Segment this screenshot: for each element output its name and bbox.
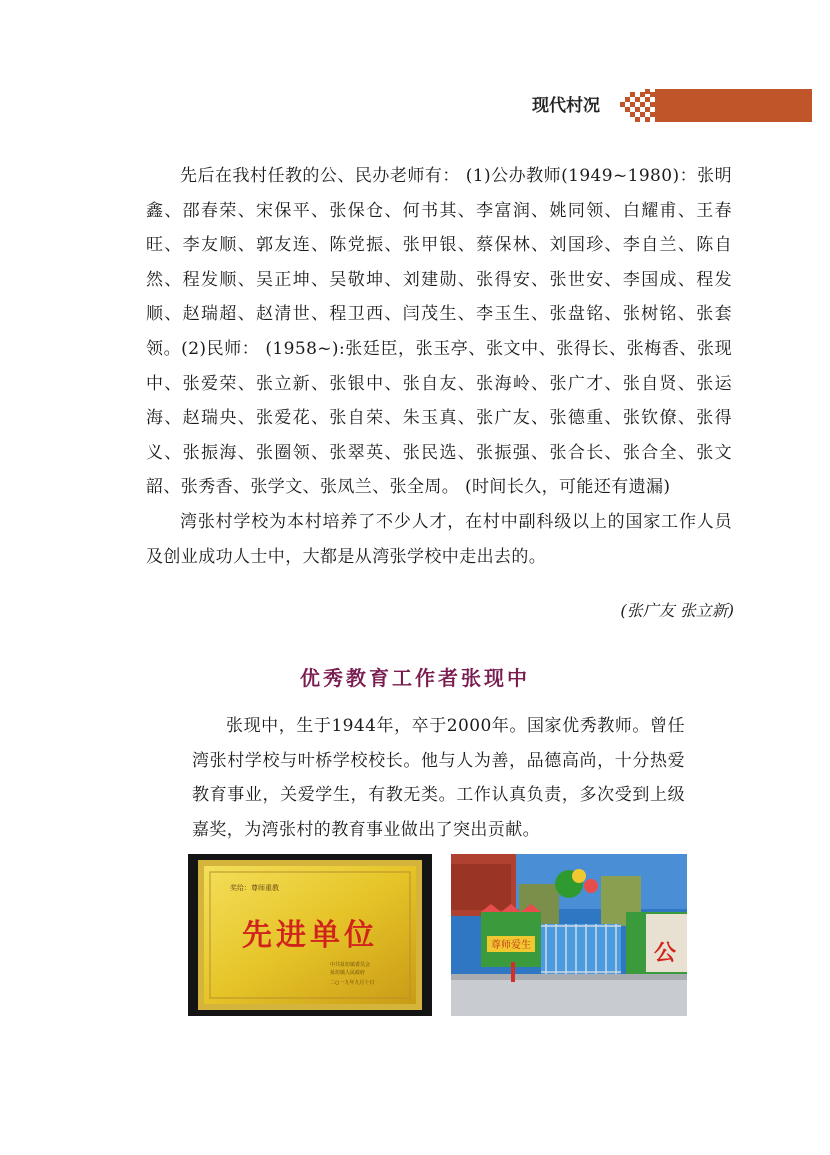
profile-paragraph: 张现中，生于1944年，卒于2000年。国家优秀教师。曾任湾张村学校与叶桥学校校长。他与人为善，品德高尚，十分热爱教育事业，关爱学生，有教无类。工作认真负责，多次受到上级嘉奖，为湾张村的教育事业做出了突出贡献。 bbox=[192, 716, 685, 840]
school-achievement-paragraph: 湾张村学校为本村培养了不少人才，在村中副科级以上的国家工作人员及创业成功人士中，大都是从湾张学校中走出去的。 bbox=[146, 511, 732, 567]
school-sign-text: 尊师爱生 bbox=[491, 940, 531, 951]
award-issuer-2: 扯坊镇人民政府 bbox=[330, 970, 366, 976]
teacher-list-paragraph: 先后在我村任教的公、民办老师有： (1)公办教师(1949~1980)：张明鑫、邵春荣、宋保平、张保仓、何书其、李富润、姚同领、白耀甫、王春旺、李友顺、郭友连、陈党振、张甲银、蔡保林、刘国珍、李自兰、陈自然、程发顺、吴正坤、吴敬坤、刘建勋、张得安、张世安、李国成、程发顺、赵瑞超、赵清世、程卫西、闫茂生、李玉生、张盘铭、张树铭、张套领。(2)民师： (1958~):张廷臣，张玉亭、张文中、张得长、张梅香、张现中、张爱荣、张立新、张银中、张自友、张海岭、张广才、张自贤、张运海、赵瑞央、张爱花、张自荣、朱玉真、张广友、张德重、张钦僚、张得义、张振海、张圈领、张翠英、张民选、张振强、张合长、张合全、张文韶、张秀香、张学文、张凤兰、张全周。 (时间长久，可能还有遗漏) bbox=[146, 166, 732, 498]
award-small-text: 奖给：尊师重教 bbox=[230, 884, 279, 892]
checker-pattern-icon bbox=[620, 89, 660, 122]
school-gate-photo bbox=[451, 854, 687, 1016]
profile-title: 优秀教育工作者张现中 bbox=[300, 666, 530, 690]
profile-body bbox=[192, 709, 685, 847]
school-wall-char: 公 bbox=[653, 940, 677, 966]
article-author: (张广友 张立新) bbox=[620, 601, 734, 620]
award-date: 二○一九年九月十日 bbox=[330, 980, 375, 986]
article-body bbox=[146, 159, 732, 574]
award-plaque-photo bbox=[188, 854, 432, 1016]
section-header-title: 现代村况 bbox=[532, 96, 600, 116]
award-main-text: 先进单位 bbox=[242, 918, 378, 953]
header-color-band bbox=[655, 89, 812, 122]
award-issuer-1: 中共扯坊镇委员会 bbox=[330, 962, 371, 968]
